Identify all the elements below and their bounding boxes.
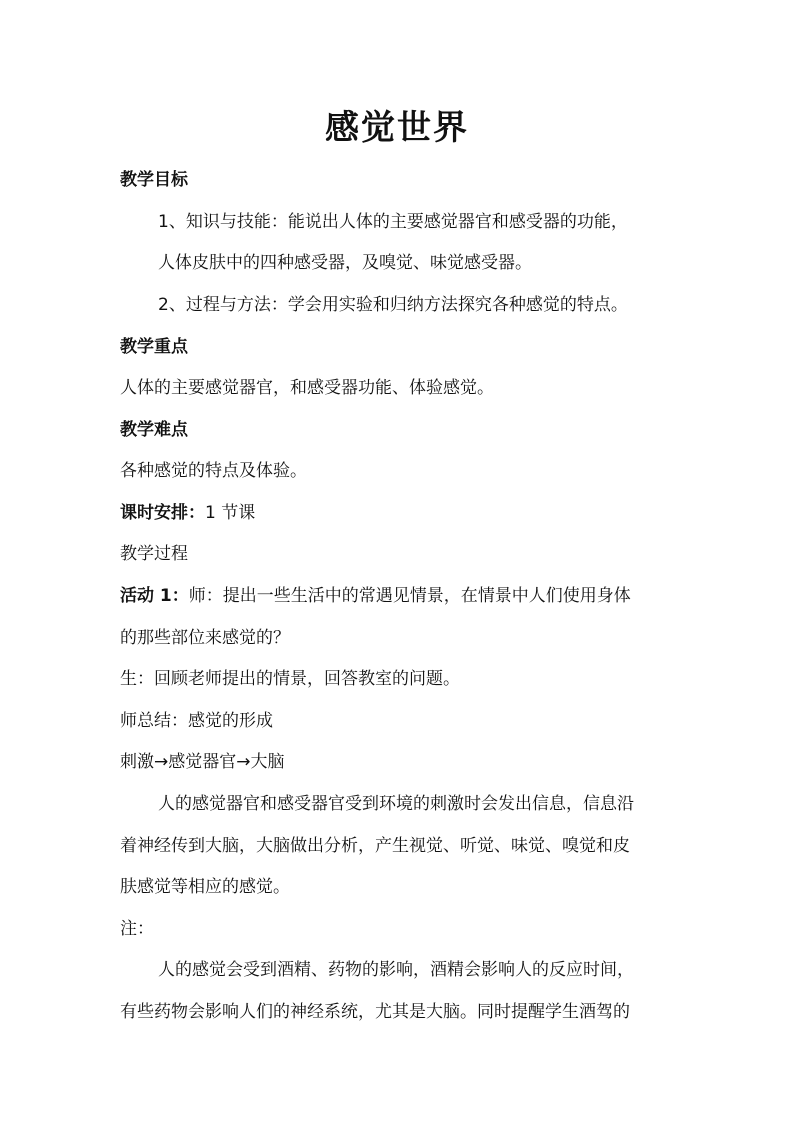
objective-1-line-2: 人体皮肤中的四种感受器，及嗅觉、味觉感受器。 [158,253,532,273]
student-response: 生：回顾老师提出的情景，回答教室的问题。 [120,669,460,689]
objective-2: 2、过程与方法：学会用实验和归纳方法探究各种感觉的特点。 [158,295,628,315]
paragraph-1-line-1: 人的感觉器官和感受器官受到环境的刺激时会发出信息，信息沿 [158,794,634,814]
key-points-heading: 教学重点 [120,337,188,357]
schedule-label: 课时安排： [120,503,205,523]
teacher-summary: 师总结：感觉的形成 [120,711,273,731]
note-label: 注： [120,919,154,939]
key-points-text: 人体的主要感觉器官，和感受器功能、体验感觉。 [120,378,494,398]
process-heading: 教学过程 [120,544,188,564]
schedule-line [120,501,680,525]
activity-1-line-1 [120,584,680,608]
document-title: 感觉世界 [325,108,469,148]
activity-1-line-2: 的那些部位来感觉的？ [120,628,290,648]
paragraph-1-line-3: 肤感觉等相应的感觉。 [120,877,290,897]
sensation-flow: 刺激→感觉器官→大脑 [120,752,285,772]
objective-1-line-1: 1、知识与技能：能说出人体的主要感觉器官和感受器的功能， [158,212,628,232]
objectives-heading: 教学目标 [120,170,188,190]
activity-1-label: 活动 1： [120,586,189,606]
difficulties-text: 各种感觉的特点及体验。 [120,461,307,481]
activity-1-text: 师：提出一些生活中的常遇见情景，在情景中人们使用身体 [188,586,631,606]
paragraph-2-line-1: 人的感觉会受到酒精、药物的影响，酒精会影响人的反应时间， [158,960,634,980]
paragraph-1-line-2: 着神经传到大脑，大脑做出分析，产生视觉、听觉、味觉、嗅觉和皮 [120,836,630,856]
paragraph-2-line-2: 有些药物会影响人们的神经系统，尤其是大脑。同时提醒学生酒驾的 [120,1002,630,1022]
difficulties-heading: 教学难点 [120,420,188,440]
schedule-value: 1 节课 [205,503,256,523]
